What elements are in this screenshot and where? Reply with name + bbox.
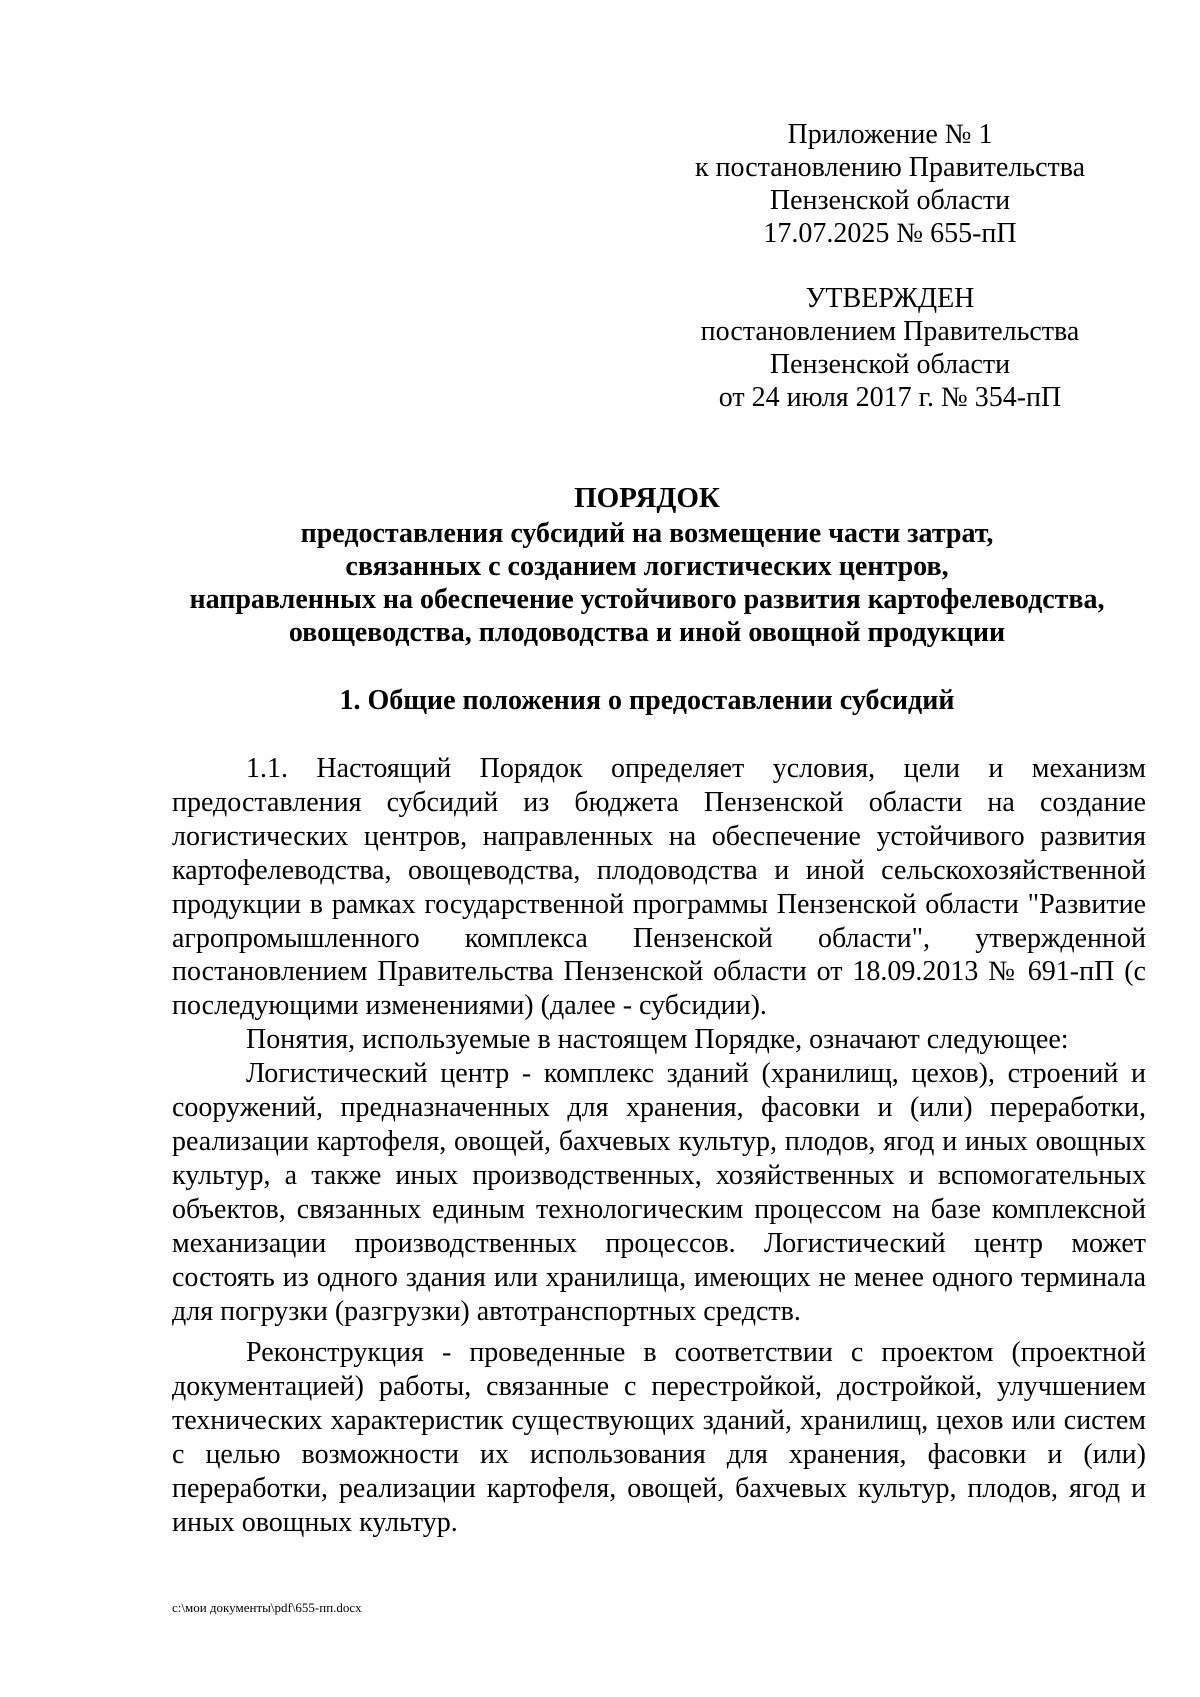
title-line-1: предоставления субсидий на возмещение части затрат, [300, 518, 994, 549]
approval-header [660, 282, 1120, 414]
appendix-reference: к постановлению Правительства [694, 152, 1086, 183]
paragraph-reconstruction: Реконструкция - проведенные в соответствии с проектом (проектной документацией) работы, связанные с перестройкой, достройкой, улучшением технических характеристик существующих зданий, хранилищ, цехов или систем с целью возможности их использования для хранения, фасовки и (или) переработки, реализации картофеля, овощей, бахчевых культур, плодов, ягод и иных овощных культур. [172, 1337, 1146, 1538]
title-line-2: связанных с созданием логистических центров, [345, 551, 949, 582]
paragraph-1-1: 1.1. Настоящий Порядок определяет условия, цели и механизм предоставления субсидий из бюджета Пензенской области на создание логистических центров, направленных на обеспечение устойчивого развития картофелеводства, овощеводства, плодоводства и иной сельскохозяйственной продукции в рамках государственной программы Пензенской области "Развитие агропромышленного комплекса Пензенской области", утвержденной постановлением Правительства Пензенской области от 18.09.2013 № 691-пП (с последующими изменениями) (далее - субсидии). [172, 753, 1146, 1022]
appendix-region: Пензенской области [769, 185, 1011, 216]
title-main: ПОРЯДОК [574, 482, 720, 514]
title-line-4: овощеводства, плодоводства и иной овощной продукции [288, 617, 1006, 648]
file-path-footer: c:\мои документы\pdf\655-пп.docx [172, 1600, 362, 1615]
section-heading: 1. Общие положения о предоставлении субсидий [339, 685, 955, 716]
paragraph-logistics-center: Логистический центр - комплекс зданий (хранилищ, цехов), строений и сооружений, предназначенных для хранения, фасовки и (или) переработки, реализации картофеля, овощей, бахчевых культур, плодов, ягод и иных овощных культур, а также иных производственных, хозяйственных и вспомогательных объектов, связанных единым технологическим процессом на базе комплексной механизации производственных процессов. Логистический центр может состоять из одного здания или хранилища, имеющих не менее одного терминала для погрузки (разгрузки) автотранспортных средств. [172, 1058, 1146, 1327]
approval-authority: постановлением Правительства [700, 316, 1080, 347]
appendix-header [660, 118, 1120, 250]
appendix-date: 17.07.2025 № 655-пП [763, 218, 1017, 249]
approval-date: от 24 июля 2017 г. № 354-пП [718, 382, 1062, 413]
approval-stamp: УТВЕРЖДЕН [805, 283, 975, 314]
section-body [172, 752, 1146, 1540]
paragraph-definitions-intro: Понятия, используемые в настоящем Порядке, означают следующее: [246, 1024, 1069, 1056]
appendix-number: Приложение № 1 [787, 119, 993, 150]
document-title [160, 482, 1134, 649]
title-line-3: направленных на обеспечение устойчивого развития картофелеводства, [189, 584, 1105, 615]
approval-region: Пензенской области [769, 349, 1011, 380]
